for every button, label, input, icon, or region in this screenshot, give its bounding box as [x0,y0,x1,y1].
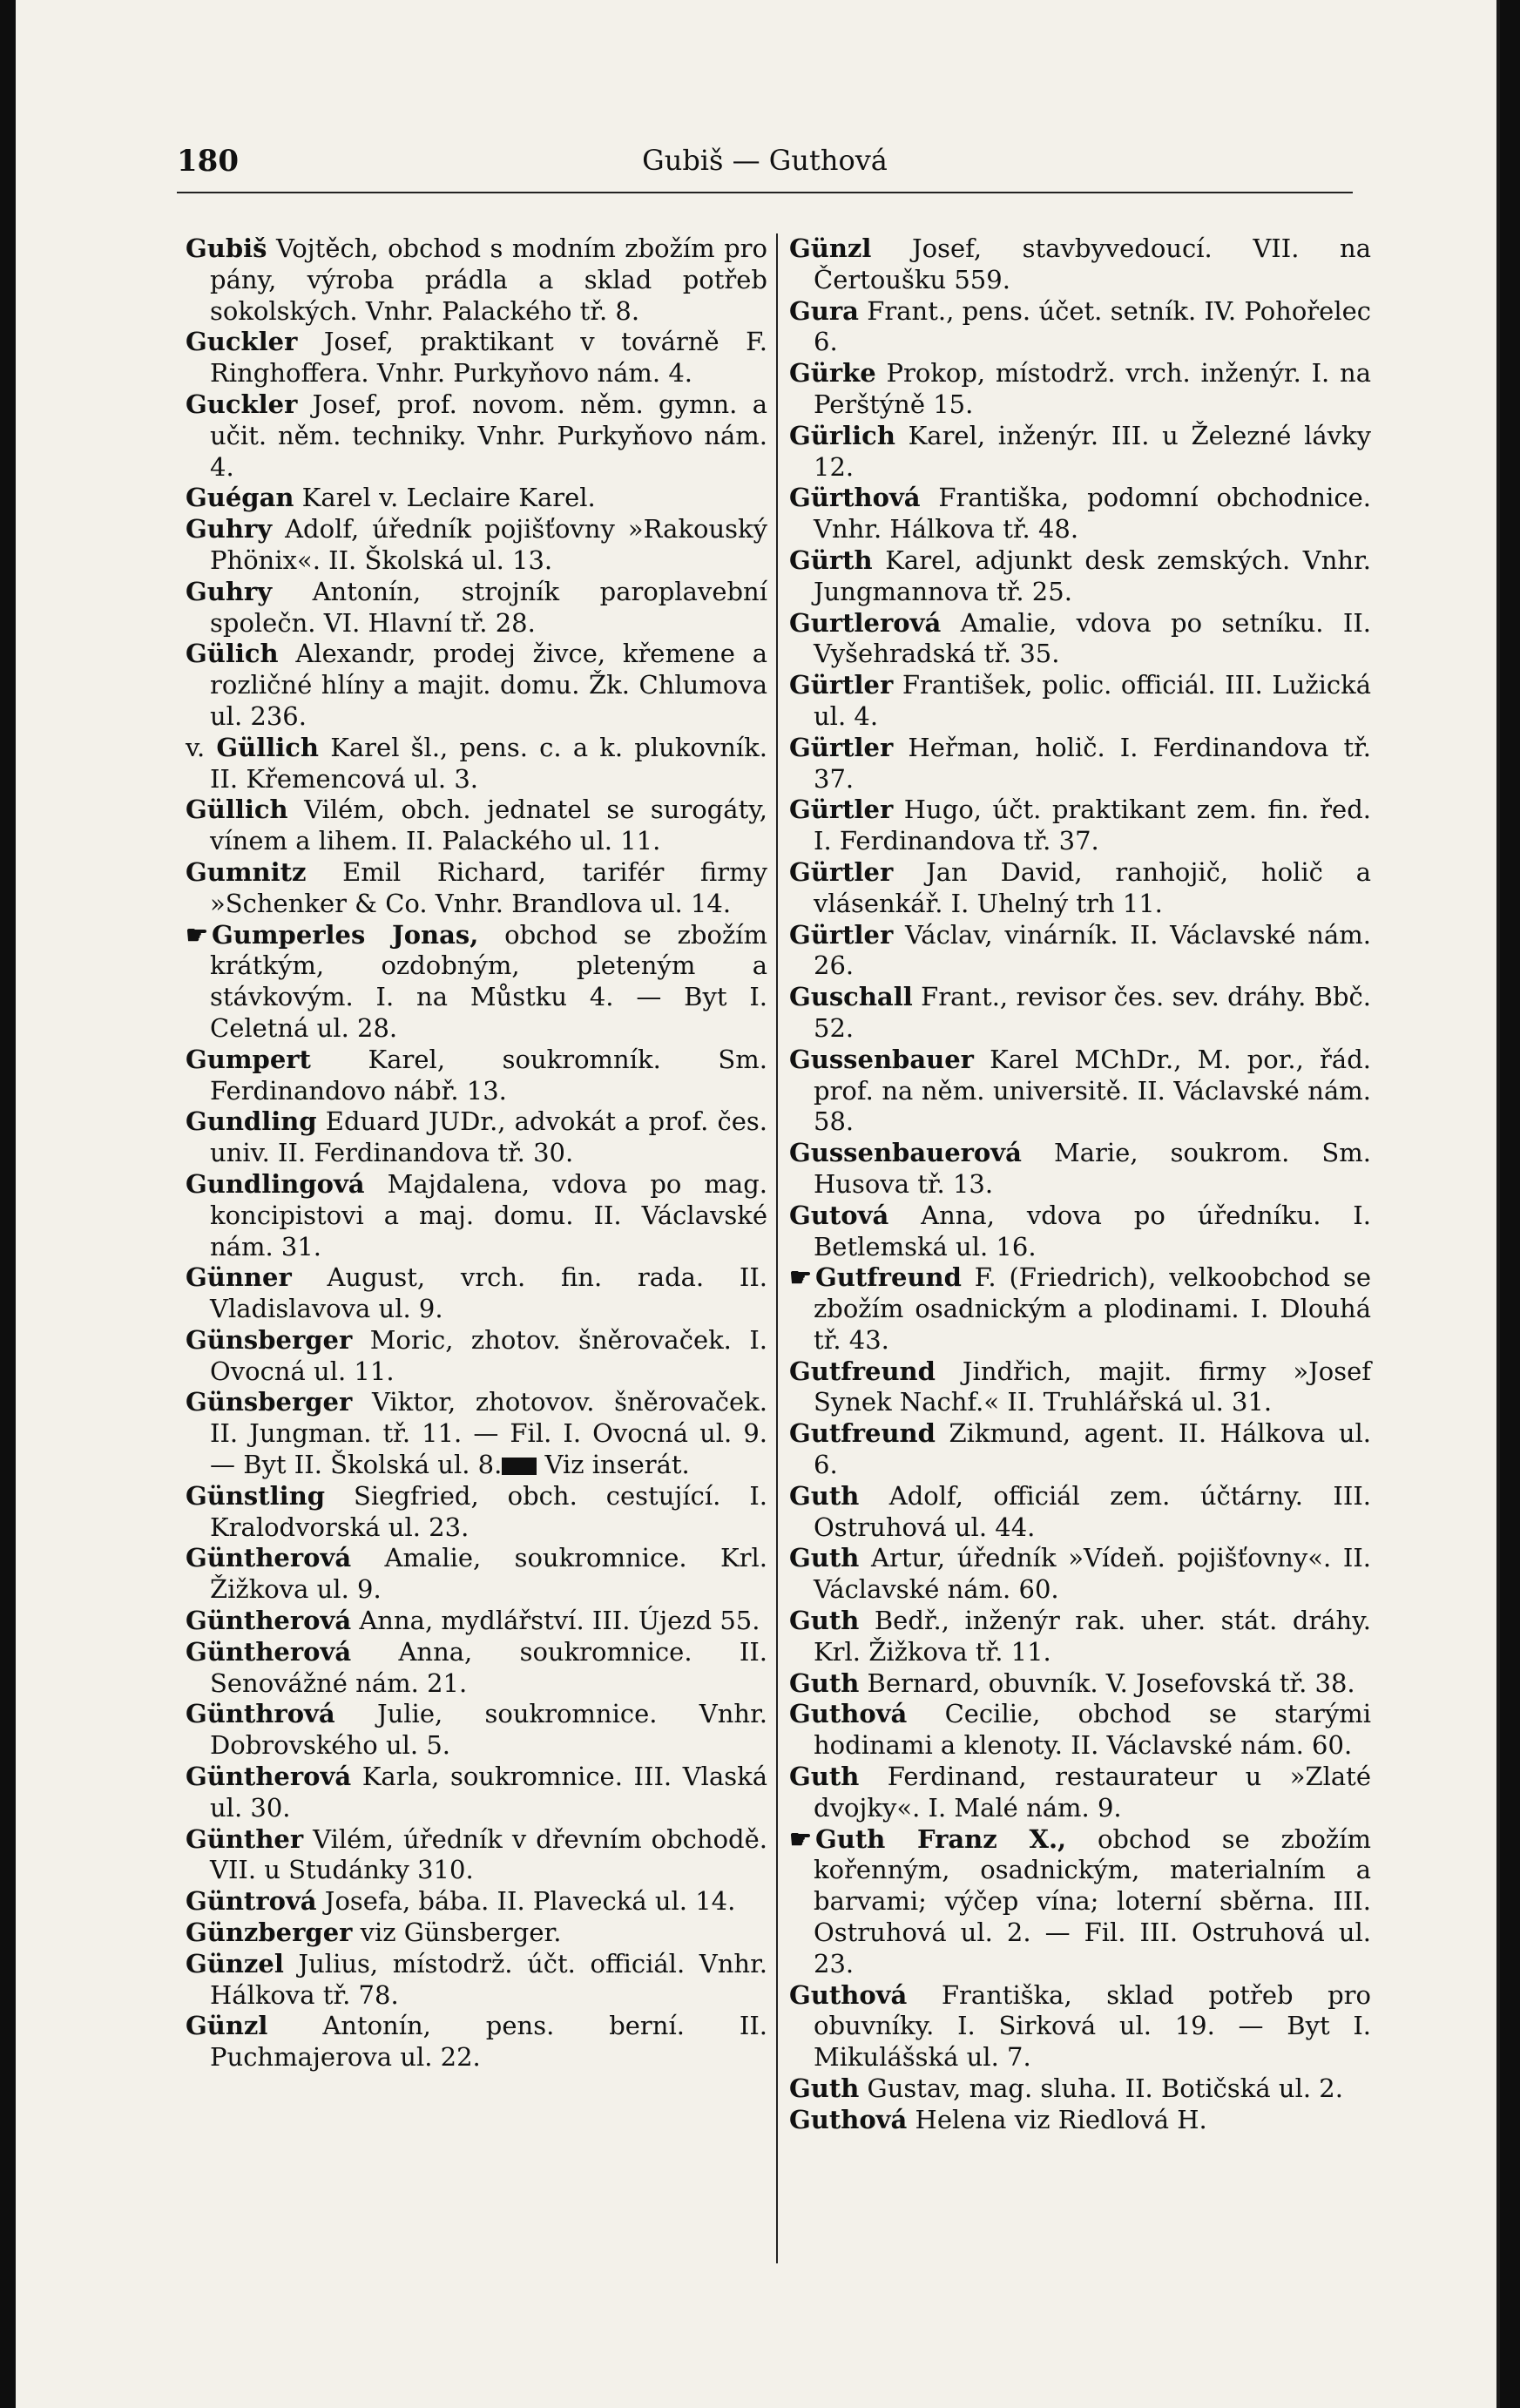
directory-entry [789,233,1371,296]
entry-details: Jindřich, majit. firmy »Josef Synek Nachf.« II. Truhlářská ul. 31. [814,1356,1371,1417]
directory-entry [789,1543,1371,1606]
directory-entry [789,358,1371,421]
entry-name: Güntrová [186,1886,317,1917]
directory-entry [789,545,1371,608]
entry-name: Gumnitz [186,856,307,887]
entry-details-tail: Viz inserát. [537,1450,690,1480]
directory-entry [186,1637,767,1700]
directory-entry [789,1201,1371,1263]
entry-name: Günzl [789,233,872,263]
directory-entry [186,1106,767,1169]
entry-name: Güntherová [186,1762,352,1792]
entry-details: Moric, zhotov. šněrovaček. I. Ovocná ul. 11. [210,1324,767,1386]
entry-name: Gutfreund [789,1356,936,1386]
entry-name: Guhry [186,514,273,545]
directory-entry [186,1949,767,2012]
entry-name: Guthová [789,2104,908,2134]
directory-entry [789,1138,1371,1201]
directory-entry [789,670,1371,733]
entry-name: Guth [789,1480,860,1511]
directory-entry [186,1543,767,1606]
entry-details: August, vrch. fin. rada. II. Vladislavova ul. 9. [210,1262,767,1324]
entry-prefix: v. [186,732,217,762]
entry-name: Günner [186,1262,292,1293]
entry-name: Gutfreund [815,1262,962,1293]
directory-entry [789,2073,1371,2105]
entry-name: Gürke [789,358,876,389]
entry-details: Hugo, účt. praktikant zem. fin. řed. I. Ferdinandova tř. 37. [814,795,1371,856]
entry-name: Güntherová [186,1636,352,1667]
entry-name: Güllich [216,732,320,762]
entry-details: Václav, vinárník. II. Václavské nám. 26. [814,919,1371,981]
entry-name: Guthová [789,1699,908,1729]
entry-details: Josefa, bába. II. Plavecká ul. 14. [316,1886,736,1917]
entry-name: Guth [789,1606,860,1636]
directory-entry [789,1762,1371,1824]
entry-details: Adolf, úředník pojišťovny »Rakouský Phönix«. II. Školská ul. 13. [210,514,767,575]
entry-name: Günsberger [186,1324,353,1355]
entry-details: Františka, sklad potřeb pro obuvníky. I. Sirková ul. 19. — Byt I. Mikulášská ul. 7. [814,1979,1371,2073]
entry-name: Gussenbauer [789,1044,974,1074]
directory-entry [186,733,767,795]
directory-entry [789,857,1371,920]
entry-name: Gürlich [789,420,895,450]
entry-name: Günsberger [186,1387,353,1417]
right-column [789,233,1371,2136]
entry-details: Jan David, ranhojič, holič a vlásenkář. I. Uhelný trh 11. [814,856,1371,918]
entry-details: Julius, místodrž. účt. officiál. Vnhr. Hálkova tř. 78. [210,1948,767,2010]
entry-details: Vojtěch, obchod s modním zbožím pro pány, výroba prádla a sklad potřeb sokolských. Vnhr. Palackého tř. 8. [210,233,767,326]
directory-entry [186,857,767,920]
entry-details: Karel šl., pens. c. a k. plukovník. II. Křemencová ul. 3. [210,732,767,794]
entry-name: Gubiš [186,233,267,263]
entry-details: Karel MChDr., M. por., řád. prof. na něm. universitě. II. Václavské nám. 58. [814,1044,1371,1137]
entry-name: Guschall [789,982,913,1012]
directory-entry [789,1699,1371,1762]
entry-name: Günstling [186,1480,326,1511]
entry-details: Karel, adjunkt desk zemských. Vnhr. Jungmannova tř. 25. [814,545,1371,606]
entry-details: obchod se zbožím kořenným, osadnickým, materialním a barvami; výčep vína; loterní sběrna. III. Ostruhová ul. 2. — Fil. III. Ostruhová ul. 23. [814,1823,1371,1978]
directory-entry [186,1262,767,1325]
entry-name: Gülich [186,639,279,669]
directory-entry [186,1699,767,1762]
directory-entry [789,1356,1371,1419]
page-number: 180 [177,144,239,179]
entry-details: Marie, soukrom. Sm. Husova tř. 13. [814,1138,1371,1199]
entry-name: Guthová [789,1979,908,2010]
entry-details: viz Günsberger. [352,1918,562,1948]
directory-entry [186,1325,767,1388]
directory-entry [789,1980,1371,2073]
entry-details: Amalie, soukromnice. Krl. Žižkova ul. 9. [210,1543,767,1605]
entry-name: Guckler [186,389,298,419]
directory-entry [789,1481,1371,1544]
entry-name: Gürthová [789,483,921,513]
entry-name: Güntherová [186,1606,352,1636]
entry-name: Gürtler [789,856,894,887]
entry-name: Gürtler [789,795,894,825]
entry-name: Gürtler [789,670,894,700]
directory-entry [789,920,1371,983]
directory-entry [789,296,1371,359]
directory-entry [789,982,1371,1045]
directory-entry [789,1262,1371,1356]
entry-details: obchod se zbožím krátkým, ozdobným, pleteným a stávkovým. I. na Můstku 4. — Byt I. Celetná ul. 28. [210,919,767,1043]
pointing-hand-icon: ☛ [186,919,208,950]
entry-details: Antonín, strojník paroplavební společn. VI. Hlavní tř. 28. [210,576,767,638]
entry-details: Gustav, mag. sluha. II. Botičská ul. 2. [859,2073,1343,2104]
directory-entry [186,233,767,327]
entry-details: Ferdinand, restaurateur u »Zlaté dvojky«. I. Malé nám. 9. [814,1762,1371,1823]
entry-name: Gundlingová [186,1168,365,1199]
entry-name: Guth [789,1667,860,1698]
left-column [186,233,767,2073]
directory-entry [186,2011,767,2073]
directory-entry [186,327,767,389]
entry-details: Karla, soukromnice. III. Vlaská ul. 30. [210,1762,767,1823]
directory-entry [789,733,1371,795]
entry-name: Guckler [186,327,298,357]
entry-details: Frant., revisor čes. sev. dráhy. Bbč. 52. [814,982,1371,1043]
directory-entry [186,639,767,732]
entry-details: Anna, soukromnice. II. Senovážné nám. 21. [210,1636,767,1698]
entry-details: František, polic. officiál. III. Lužická ul. 4. [814,670,1371,731]
page-header [177,139,1353,193]
directory-entry [789,1824,1371,1980]
directory-entry [186,1886,767,1918]
entry-name: Gumperles Jonas, [212,919,479,950]
entry-name: Günther [186,1823,304,1854]
entry-name: Güllich [186,795,288,825]
entry-name: Güntherová [186,1543,352,1573]
running-head: Gubiš — Guthová [642,144,888,177]
directory-entry [186,795,767,857]
directory-entry [186,920,767,1045]
directory-entry [789,1606,1371,1668]
entry-details: Karel, inženýr. III. u Železné lávky 12. [814,420,1371,482]
directory-entry [186,514,767,577]
entry-details: Artur, úředník »Vídeň. pojišťovny«. II. Václavské nám. 60. [814,1543,1371,1605]
directory-entry [789,1418,1371,1481]
entry-name: Guth [789,2073,860,2104]
entry-details: Karel, soukromník. Sm. Ferdinandovo nábř. 13. [210,1044,767,1106]
entry-name: Gundling [186,1106,317,1137]
entry-details: Františka, podomní obchodnice. Vnhr. Hálkova tř. 48. [814,483,1371,545]
entry-name: Guth [789,1762,860,1792]
entry-details: Karel v. Leclaire Karel. [294,483,596,513]
entry-details: Bernard, obuvník. V. Josefovská tř. 38. [859,1667,1355,1698]
directory-entry [186,389,767,483]
directory-entry [186,1169,767,1262]
entry-details: Viktor, zhotovov. šněrovaček. II. Jungman. tř. 11. — Fil. I. Ovocná ul. 9. — Byt II. Školská ul. 8. [210,1387,767,1480]
entry-details: Emil Richard, tarifér firmy »Schenker & Co. Vnhr. Brandlova ul. 14. [210,856,767,918]
entry-details: Amalie, vdova po setníku. II. Vyšehradská tř. 35. [814,607,1371,669]
directory-entry [789,608,1371,671]
entry-details: Alexandr, prodej živce, křemene a rozličné hlíny a majit. domu. Žk. Chlumova ul. 236. [210,639,767,731]
entry-name: Gura [789,295,859,326]
entry-details: Josef, stavbyvedoucí. VII. na Čertoušku 559. [814,233,1371,294]
entry-details: Josef, praktikant v továrně F. Ringhoffera. Vnhr. Purkyňovo nám. 4. [210,327,767,389]
entry-name: Guth Franz X., [815,1823,1067,1854]
entry-name: Gussenbauerová [789,1138,1022,1168]
directory-entry [789,483,1371,545]
directory-entry [186,1918,767,1949]
entry-details: Anna, vdova po úředníku. I. Betlemská ul. 16. [814,1200,1371,1261]
entry-name: Gürtler [789,919,894,950]
entry-name: Guth [789,1543,860,1573]
directory-entry [186,577,767,639]
entry-details: Siegfried, obch. cestující. I. Kralodvorská ul. 23. [210,1480,767,1542]
entry-details: Heřman, holič. I. Ferdinandova tř. 37. [814,732,1371,794]
entry-details: Adolf, officiál zem. účtárny. III. Ostruhová ul. 44. [814,1480,1371,1542]
pointing-hand-icon [502,1458,537,1475]
directory-entry [186,1481,767,1544]
pointing-hand-icon: ☛ [789,1262,812,1293]
entry-name: Gürtler [789,732,894,762]
entry-name: Guhry [186,576,273,606]
directory-entry [789,2105,1371,2136]
entry-details: Josef, prof. novom. něm. gymn. a učit. něm. techniky. Vnhr. Purkyňovo nám. 4. [210,389,767,482]
directory-entry [186,1387,767,1480]
directory-entry [186,1824,767,1887]
directory-entry [789,1668,1371,1700]
entry-details: Prokop, místodrž. vrch. inženýr. I. na Perštýně 15. [814,358,1371,419]
entry-details: Frant., pens. účet. setník. IV. Pohořelec 6. [814,295,1371,357]
entry-name: Gumpert [186,1044,311,1074]
directory-page [16,0,1500,2408]
directory-entry [186,1045,767,1107]
directory-entry [186,483,767,514]
entry-details: Bedř., inženýr rak. uher. stát. dráhy. Krl. Žižkova tř. 11. [814,1606,1371,1667]
directory-entry [789,1045,1371,1138]
entry-details: Anna, mydlářství. III. Újezd 55. [351,1606,760,1636]
entry-name: Guégan [186,483,294,513]
entry-details: Zikmund, agent. II. Hálkova ul. 6. [814,1418,1371,1480]
directory-entry [186,1606,767,1637]
entry-name: Gürth [789,545,873,575]
entry-name: Gurtlerová [789,607,942,638]
entry-name: Günzel [186,1948,284,1978]
entry-details: Julie, soukromnice. Vnhr. Dobrovského ul. 5. [210,1699,767,1761]
entry-name: Günzl [186,2011,268,2041]
directory-entry [186,1762,767,1824]
pointing-hand-icon: ☛ [789,1823,812,1854]
column-divider [776,233,778,2263]
directory-entry [789,421,1371,484]
entry-details: Helena viz Riedlová H. [907,2104,1207,2134]
entry-details: Majdalena, vdova po mag. koncipistovi a maj. domu. II. Václavské nám. 31. [210,1168,767,1261]
entry-details: Antonín, pens. berní. II. Puchmajerova ul. 22. [210,2011,767,2073]
entry-name: Gutfreund [789,1418,936,1449]
entry-name: Gutová [789,1200,889,1230]
entry-details: Vilém, úředník v dřevním obchodě. VII. u Studánky 310. [210,1823,767,1885]
entry-details: Vilém, obch. jednatel se surogáty, vínem a lihem. II. Palackého ul. 11. [210,795,767,856]
entry-name: Günthrová [186,1699,335,1729]
entry-name: Günzberger [186,1918,353,1948]
directory-entry [789,795,1371,857]
entry-details: Eduard JUDr., advokát a prof. čes. univ. II. Ferdinandova tř. 30. [210,1106,767,1168]
entry-details: F. (Friedrich), velkoobchod se zbožím osadnickým a plodinami. I. Dlouhá tř. 43. [814,1262,1371,1355]
entry-details: Cecilie, obchod se starými hodinami a klenoty. II. Václavské nám. 60. [814,1699,1371,1761]
